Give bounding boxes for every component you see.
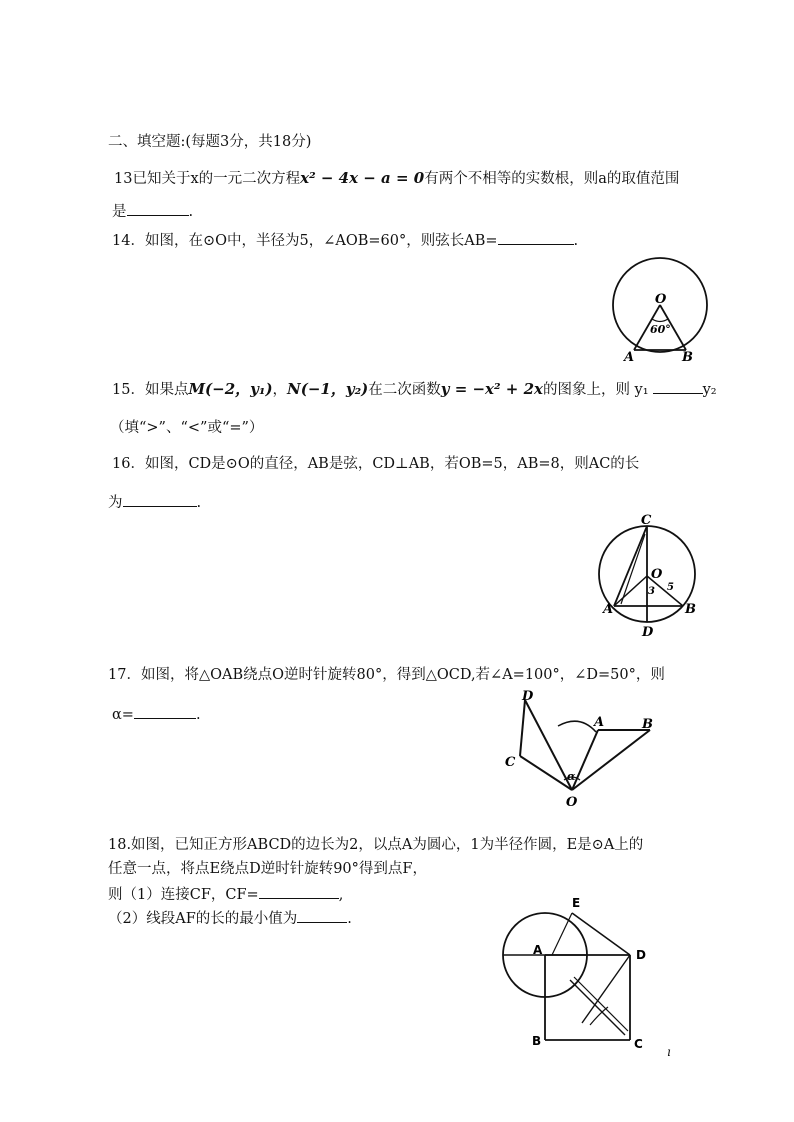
q16-answer-blank[interactable]	[123, 492, 197, 507]
q14-end: .	[573, 233, 579, 249]
q17-label-a: A	[594, 715, 605, 730]
question-13	[114, 168, 679, 189]
q13-end: .	[188, 204, 194, 220]
section-header-text: 二、填空题:(每题3分，共18分)	[108, 134, 312, 150]
q16-end: .	[196, 495, 202, 511]
q16-segment-ac	[614, 526, 647, 606]
q16-segment-ac-inner	[621, 534, 645, 604]
stray-mark	[667, 1042, 671, 1062]
q17-label-c: C	[505, 755, 516, 770]
q14-label-angle: 60°	[650, 323, 671, 336]
q18-label-c: C	[634, 1037, 643, 1051]
section-header	[108, 132, 311, 152]
q15-mid: 在二次函数	[368, 382, 441, 398]
q16-label-b: B	[685, 602, 696, 617]
q18-label-e: E	[572, 896, 581, 910]
q17-label-b: B	[642, 717, 653, 732]
question-18	[108, 835, 643, 855]
question-16-line2	[108, 492, 201, 513]
q18-figure	[500, 895, 670, 1055]
q15-prefix: 15．如果点	[112, 382, 189, 398]
q16-segment-oa	[614, 576, 647, 606]
question-15-line2	[110, 418, 263, 438]
q15-answer-blank[interactable]	[653, 379, 703, 394]
q17-line2: α=	[112, 707, 134, 723]
q15-y2: y₂	[702, 382, 717, 398]
question-17	[108, 665, 665, 685]
question-18-line2	[108, 859, 427, 879]
q18-label-a: A	[533, 943, 543, 957]
q17-segment-od	[525, 700, 572, 790]
q18-label-b: B	[532, 1034, 542, 1048]
q18-line1: 18.如图，已知正方形ABCD的边长为2，以点A为圆心，1为半径作圆，E是⊙A上的	[108, 837, 644, 853]
q18-answer-blank-1[interactable]	[259, 884, 339, 899]
q17-segment-dc	[520, 700, 525, 756]
q17-text: 17．如图，将△OAB绕点O逆时针旋转80°，得到△OCD,若∠A=100°，∠D=50°，则	[108, 667, 665, 683]
q18-answer-blank-2[interactable]	[297, 908, 347, 923]
q17-answer-blank[interactable]	[134, 704, 196, 719]
q16-label-a: A	[603, 602, 614, 617]
q13-suffix: 有两个不相等的实数根，则a的取值范围	[424, 171, 680, 187]
q15-point-n: N(−1，y₂)	[287, 380, 369, 398]
q14-label-a: A	[624, 350, 635, 365]
q18-label-d: D	[636, 948, 646, 962]
q13-line2: 是	[112, 204, 127, 220]
q14-angle-arc	[652, 319, 668, 322]
q15-function: y = −x² + 2x	[440, 380, 543, 398]
q16-figure	[595, 510, 715, 640]
q16-label-o: O	[651, 567, 663, 582]
stray-mark-text: ı	[667, 1045, 671, 1059]
question-18-line4	[108, 908, 352, 929]
q13-prefix: 13已知关于x的一元二次方程	[114, 171, 301, 187]
q14-text: 14．如图，在⊙O中，半径为5，∠AOB=60°，则弦长AB=	[112, 233, 498, 249]
q13-answer-blank[interactable]	[127, 201, 189, 216]
q18-line3: 则（1）连接CF，CF=	[108, 887, 259, 903]
q16-line2: 为	[108, 495, 123, 511]
question-14	[112, 230, 578, 251]
q15-suffix: 的图象上，则 y₁	[542, 382, 649, 398]
question-16	[112, 454, 639, 474]
q15-point-m: M(−2，y₁)	[188, 380, 273, 398]
q18-segment-cf1	[570, 980, 625, 1035]
question-18-line3	[108, 884, 343, 905]
q17-rotation-arc	[558, 721, 596, 732]
q18-line2: 任意一点，将点E绕点D逆时针旋转90°得到点F，	[108, 861, 427, 877]
q18-line4: （2）线段AF的长的最小值为	[108, 911, 298, 927]
q16-label-five: 5	[667, 582, 674, 593]
q17-end: .	[195, 707, 201, 723]
q16-label-d: D	[642, 625, 654, 640]
q17-segment-bo	[572, 730, 650, 790]
q16-text: 16．如图，CD是⊙O的直径，AB是弦，CD⊥AB，若OB=5，AB=8，则AC的长	[112, 456, 640, 472]
q14-label-b: B	[682, 350, 693, 365]
question-15	[112, 379, 717, 400]
q18-line3-end: ,	[338, 887, 344, 903]
q16-label-three: 3	[648, 586, 655, 597]
q15-sep: ，	[272, 382, 288, 398]
question-13-line2	[112, 201, 193, 222]
q14-answer-blank[interactable]	[498, 230, 574, 245]
q13-equation: x² − 4x − a = 0	[300, 169, 425, 187]
q17-label-o: O	[566, 795, 578, 810]
q16-label-c: C	[641, 513, 652, 528]
question-17-line2	[112, 704, 201, 725]
q17-label-d: D	[522, 689, 534, 704]
q18-line4-end: .	[347, 911, 352, 927]
q14-label-o: O	[655, 292, 667, 307]
q18-segment-df	[582, 955, 630, 1023]
q15-line2: （填“>”、“<”或“=”）	[110, 420, 264, 436]
q18-segment-e-a	[552, 913, 572, 955]
q17-figure	[500, 688, 670, 813]
q17-label-alpha: α	[567, 770, 576, 783]
q14-figure	[600, 258, 720, 368]
